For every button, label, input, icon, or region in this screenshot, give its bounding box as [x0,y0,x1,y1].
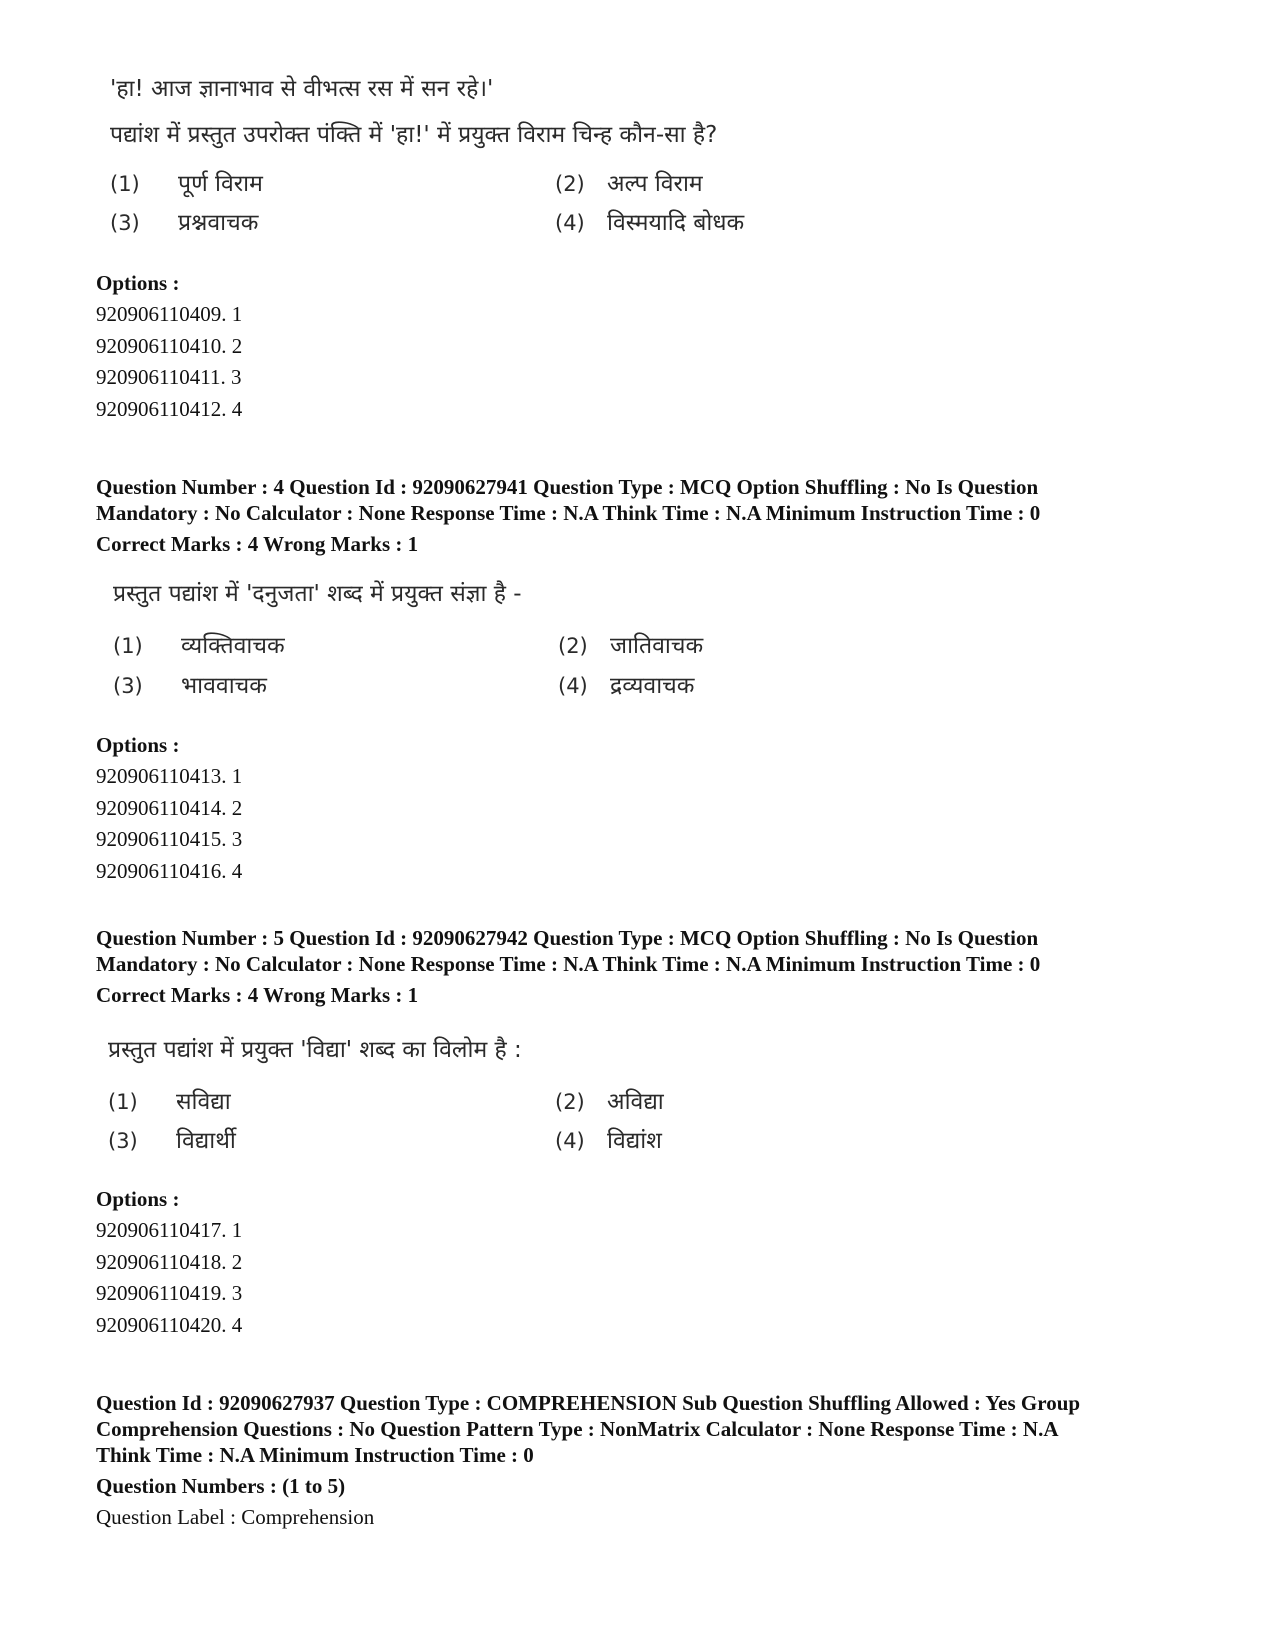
option-number: (3) [108,1129,138,1153]
option-id: 920906110413. 1 [96,764,243,788]
option-id: 920906110411. 3 [96,365,242,389]
option-number: (4) [555,211,585,235]
q3-option-2 [555,169,703,199]
option-text: विस्मयादि बोधक [607,210,745,236]
question-5-stem: प्रस्तुत पद्यांश में प्रयुक्त 'विद्या' शब्द का विलोम है : [108,1037,522,1063]
option-text: भाववाचक [181,673,267,699]
question-3-quote: 'हा! आज ज्ञानाभाव से वीभत्स रस में सन रहे।' [110,76,494,102]
q4-option-1 [113,631,285,661]
option-number: (4) [558,674,588,698]
q4-option-3 [113,671,267,701]
option-id: 920906110416. 4 [96,858,243,883]
q3-option-1 [110,169,263,199]
meta-line: Mandatory : No Calculator : None Response Time : N.A Think Time : N.A Minimum Instruction Time : 0 [96,952,1041,976]
meta-line: Correct Marks : 4 Wrong Marks : 1 [96,532,419,556]
options-heading: Options : [96,1187,180,1211]
question-label: Question Label : Comprehension [96,1505,375,1529]
option-number: (1) [113,634,143,658]
option-text: पूर्ण विराम [178,171,263,197]
option-number: (1) [110,172,140,196]
meta-line: Comprehension Questions : No Question Pattern Type : NonMatrix Calculator : None Response Time : N.A [96,1417,1059,1441]
option-number: (2) [555,172,585,196]
q4-meta [96,474,1196,557]
option-id: 920906110420. 4 [96,1312,243,1337]
option-number: (3) [110,211,140,235]
question-3-image [110,74,810,150]
q5-option-3 [108,1126,236,1156]
option-text: द्रव्यवाचक [610,673,695,699]
option-text: प्रश्नवाचक [178,210,259,236]
question-5-image [108,1035,808,1065]
q4-option-4 [558,671,694,701]
options-heading: Options : [96,271,180,295]
option-number: (2) [555,1090,585,1114]
q5-option-1 [108,1087,231,1117]
question-4-image [113,579,813,609]
meta-line: Think Time : N.A Minimum Instruction Time : 0 [96,1443,534,1467]
option-text: व्यक्तिवाचक [181,633,285,659]
option-number: (1) [108,1090,138,1114]
q5-option-2 [555,1087,664,1117]
question-numbers: Question Numbers : (1 to 5) [96,1474,346,1498]
option-id: 920906110414. 2 [96,795,243,820]
options-list [96,1215,1196,1341]
meta-line: Question Number : 5 Question Id : 92090627942 Question Type : MCQ Option Shuffling : No Is Question [96,926,1039,950]
question-3-stem: पद्यांश में प्रस्तुत उपरोक्त पंक्ति में 'हा!' में प्रयुक्त विराम चिन्ह कौन-सा है? [110,122,718,148]
option-number: (3) [113,674,143,698]
option-id: 920906110418. 2 [96,1249,243,1274]
option-id: 920906110412. 4 [96,396,243,421]
q3-option-3 [110,208,258,238]
option-text: अल्प विराम [607,171,703,197]
option-id: 920906110409. 1 [96,302,243,326]
q5-option-4 [555,1126,662,1156]
meta-line: Question Number : 4 Question Id : 92090627941 Question Type : MCQ Option Shuffling : No Is Question [96,475,1039,499]
comprehension-meta [96,1390,1196,1530]
option-number: (4) [555,1129,585,1153]
options-list [96,761,1196,887]
q3-options-block [96,268,1196,425]
option-text: जातिवाचक [610,633,704,659]
options-list [96,299,1196,425]
q3-option-4 [555,208,744,238]
q5-options-block [96,1184,1196,1341]
q4-option-2 [558,631,703,661]
option-id: 920906110415. 3 [96,827,243,851]
q4-options-block [96,730,1196,887]
meta-line: Correct Marks : 4 Wrong Marks : 1 [96,983,419,1007]
option-text: विद्यांश [607,1128,662,1154]
option-id: 920906110419. 3 [96,1281,243,1305]
option-text: अविद्या [607,1089,664,1115]
option-number: (2) [558,634,588,658]
option-text: विद्यार्थी [176,1128,236,1154]
option-id: 920906110417. 1 [96,1218,243,1242]
q5-meta [96,925,1196,1008]
meta-line: Question Id : 92090627937 Question Type : COMPREHENSION Sub Question Shuffling Allowed : Yes Group [96,1391,1081,1415]
options-heading: Options : [96,733,180,757]
option-text: सविद्या [176,1089,231,1115]
option-id: 920906110410. 2 [96,333,243,358]
question-4-stem: प्रस्तुत पद्यांश में 'दनुजता' शब्द में प्रयुक्त संज्ञा है - [113,581,522,607]
meta-line: Mandatory : No Calculator : None Response Time : N.A Think Time : N.A Minimum Instruction Time : 0 [96,501,1041,525]
